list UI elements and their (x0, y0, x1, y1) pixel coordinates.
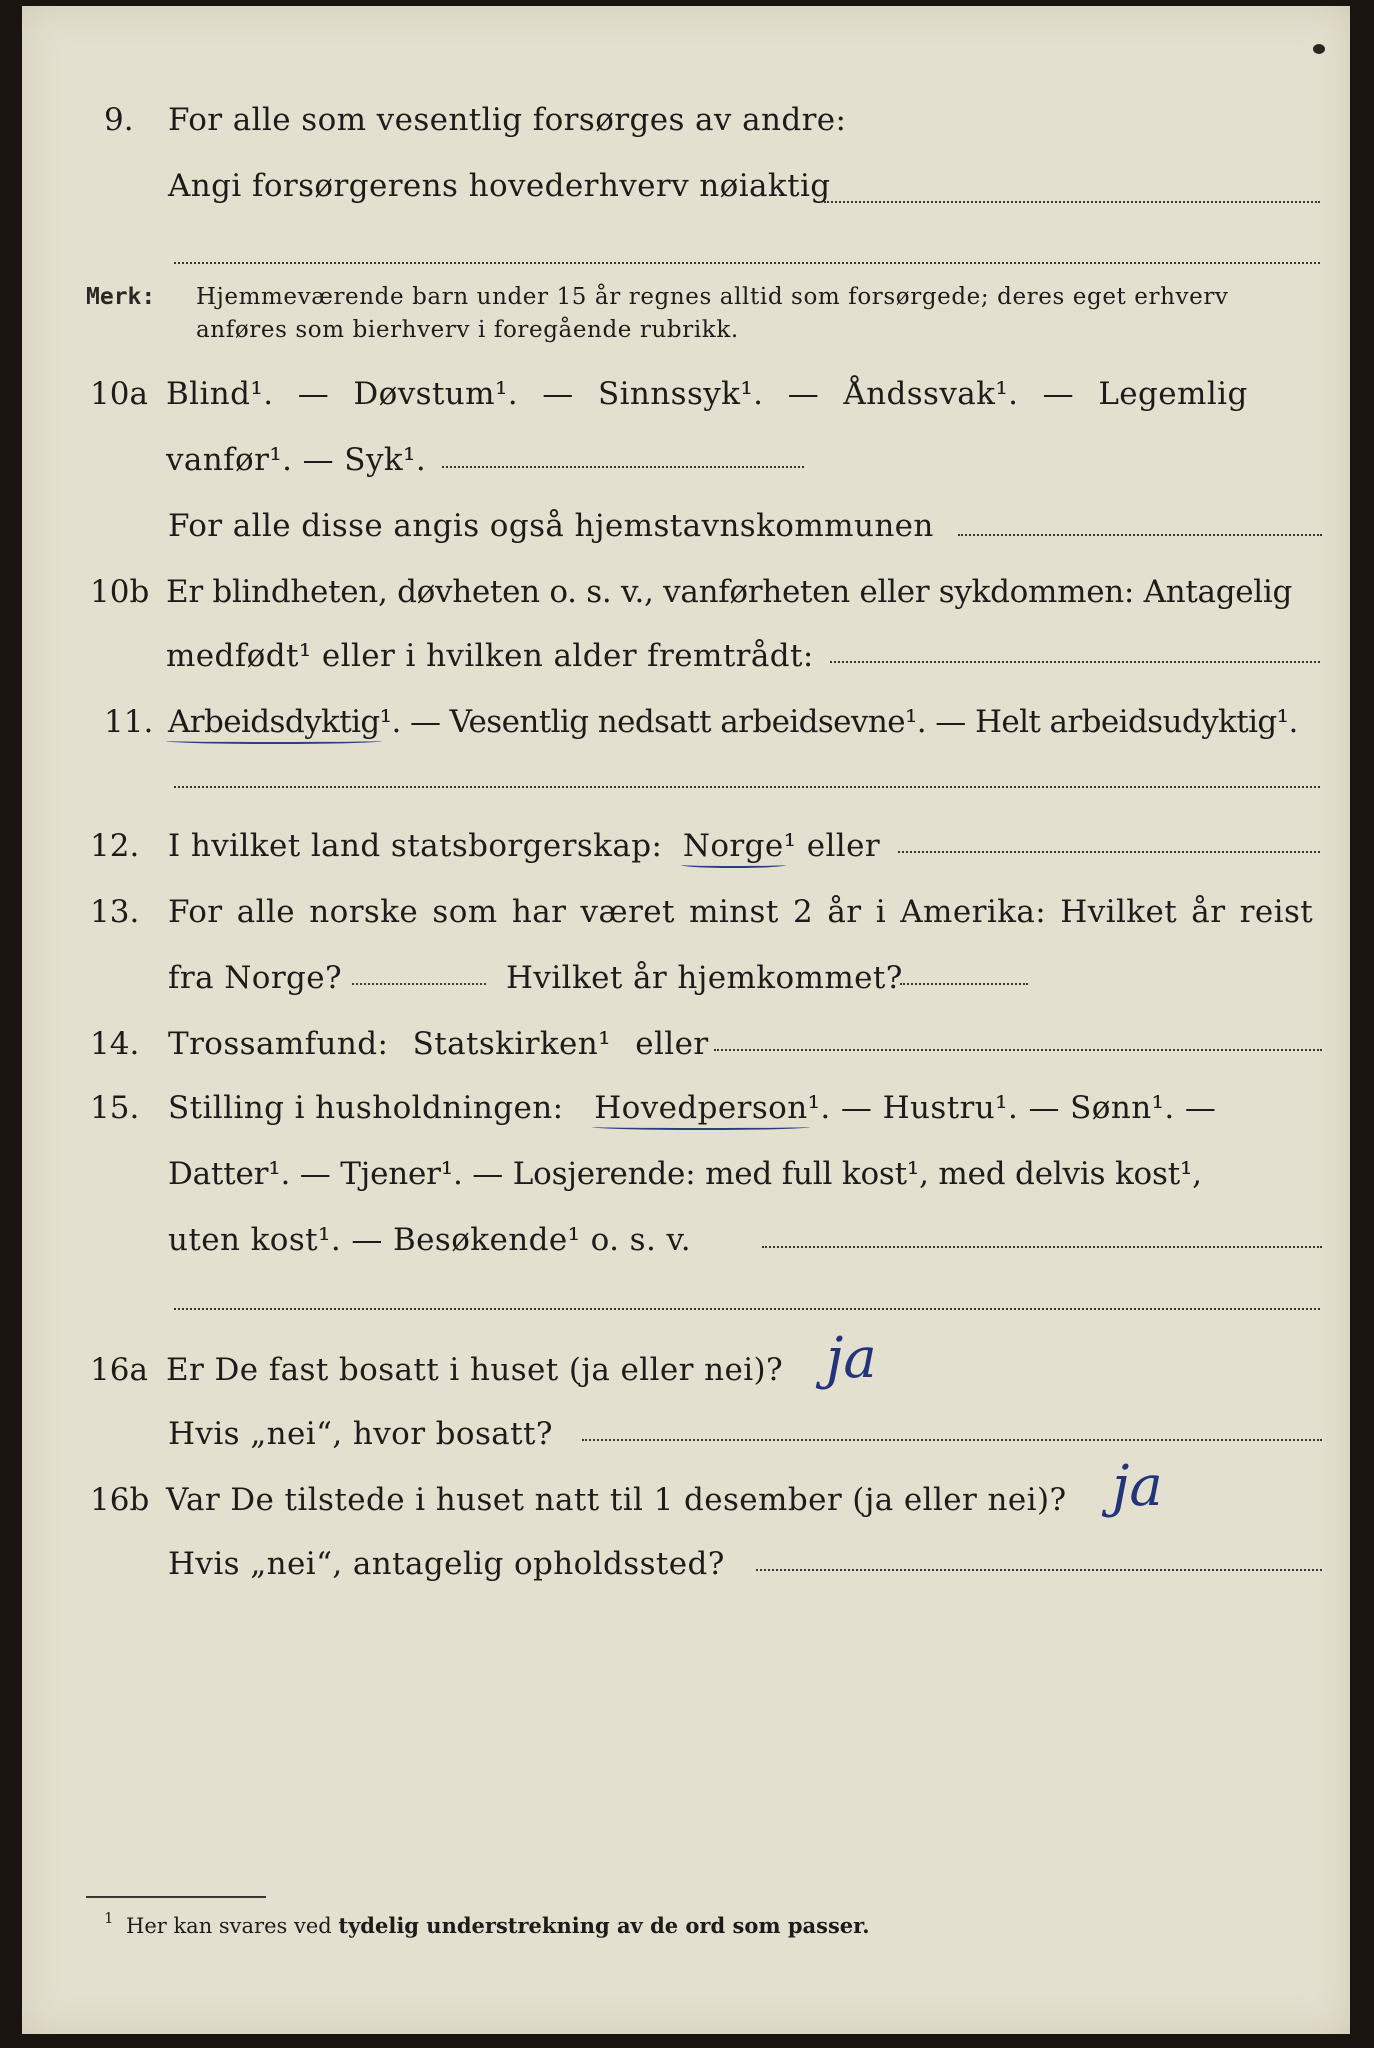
merk-line2: anføres som bierhverv i foregående rubrikk. (196, 317, 739, 343)
q9-line1: For alle som vesentlig forsørges av andre: (168, 102, 847, 138)
q9-number: 9. (104, 102, 134, 138)
q10b-answer-line[interactable] (830, 661, 1320, 663)
q13-reist-line[interactable] (352, 983, 486, 985)
q11-line: Arbeidsdyktig¹. — Vesentlig nedsatt arbeidsevne¹. — Helt arbeidsudyktig¹. (168, 704, 1298, 740)
q13-line2b: Hvilket år hjemkommet? (506, 960, 903, 996)
q12-line: I hvilket land statsborgerskap: Norge¹ eller (168, 828, 881, 864)
q13-hjemkommet-line[interactable] (900, 983, 1028, 985)
q15-line3: uten kost¹. — Besøkende¹ o. s. v. (168, 1222, 691, 1258)
footnote-plain: Her kan svares ved (126, 1914, 332, 1938)
q10a-number: 10a (90, 376, 148, 412)
q11-underlined-choice[interactable]: Arbeidsdyktig (168, 704, 380, 740)
q11-number: 11. (104, 704, 154, 740)
q14-answer-line[interactable] (714, 1049, 1322, 1051)
q10a-answer-line[interactable] (442, 466, 804, 468)
q15-answer-line[interactable] (762, 1246, 1322, 1248)
q12-underlined-choice[interactable]: Norge (682, 828, 784, 864)
merk-label: Merk: (86, 284, 156, 310)
q9-answer-line[interactable] (824, 201, 1320, 203)
q13-line1: For alle norske som har været minst 2 år i Amerika: Hvilket år reist (168, 894, 1314, 930)
q10a-hjemstavn-line[interactable] (958, 534, 1322, 536)
q13-line2a: fra Norge? (168, 960, 343, 996)
q10b-line2: medfødt¹ eller i hvilken alder fremtrådt: (166, 638, 814, 674)
q16a-handwritten-answer[interactable]: ja (826, 1326, 877, 1391)
q14-line: Trossamfund: Statskirken¹ eller (168, 1026, 709, 1062)
q16a-line1: Er De fast bosatt i huset (ja eller nei)? (166, 1352, 784, 1388)
q16b-handwritten-answer[interactable]: ja (1112, 1454, 1163, 1519)
footnote-bold: tydelig understrekning av de ord som passer. (338, 1913, 870, 1938)
q10a-line3: For alle disse angis også hjemstavnskommunen (168, 508, 934, 544)
q15-line1: Stilling i husholdningen: Hovedperson¹. — Hustru¹. — Sønn¹. — (168, 1090, 1217, 1126)
footnote-rule (86, 1896, 266, 1898)
q15-line2: Datter¹. — Tjener¹. — Losjerende: med full kost¹, med delvis kost¹, (168, 1156, 1202, 1192)
q9-answer-line-2[interactable] (174, 262, 1320, 264)
q15-number: 15. (90, 1090, 140, 1126)
q13-number: 13. (90, 894, 140, 930)
q10b-number: 10b (90, 574, 150, 610)
q11-answer-line[interactable] (174, 786, 1320, 788)
q12-answer-line[interactable] (898, 851, 1320, 853)
q16a-line2: Hvis „nei“, hvor bosatt? (168, 1416, 553, 1452)
q10b-line1: Er blindheten, døvheten o. s. v., vanførheten eller sykdommen: Antagelig (166, 574, 1293, 610)
q9-line2: Angi forsørgerens hovederhverv nøiaktig (168, 168, 831, 204)
q16a-answer-line[interactable] (582, 1439, 1322, 1441)
merk-line1: Hjemmeværende barn under 15 år regnes alltid som forsørgede; deres eget erhverv (196, 284, 1229, 310)
footnote-mark: 1 (104, 1909, 114, 1927)
q16b-number: 16b (90, 1482, 150, 1518)
q16a-number: 16a (90, 1352, 148, 1388)
q12-number: 12. (90, 828, 140, 864)
q10a-line1: Blind¹. — Døvstum¹. — Sinnssyk¹. — Åndssvak¹. — Legemlig (166, 376, 1248, 412)
ink-speck (1313, 44, 1325, 54)
q16b-line1: Var De tilstede i huset natt til 1 desember (ja eller nei)? (166, 1482, 1067, 1518)
census-form-page (22, 6, 1350, 2034)
q16b-line2: Hvis „nei“, antagelig opholdssted? (168, 1546, 725, 1582)
q15-underlined-choice[interactable]: Hovedperson (594, 1090, 808, 1126)
q10a-line2: vanfør¹. — Syk¹. (166, 442, 427, 478)
q14-number: 14. (90, 1026, 140, 1062)
q15-answer-line-2[interactable] (174, 1308, 1320, 1310)
footnote (104, 1909, 870, 1938)
q16b-answer-line[interactable] (756, 1569, 1322, 1571)
